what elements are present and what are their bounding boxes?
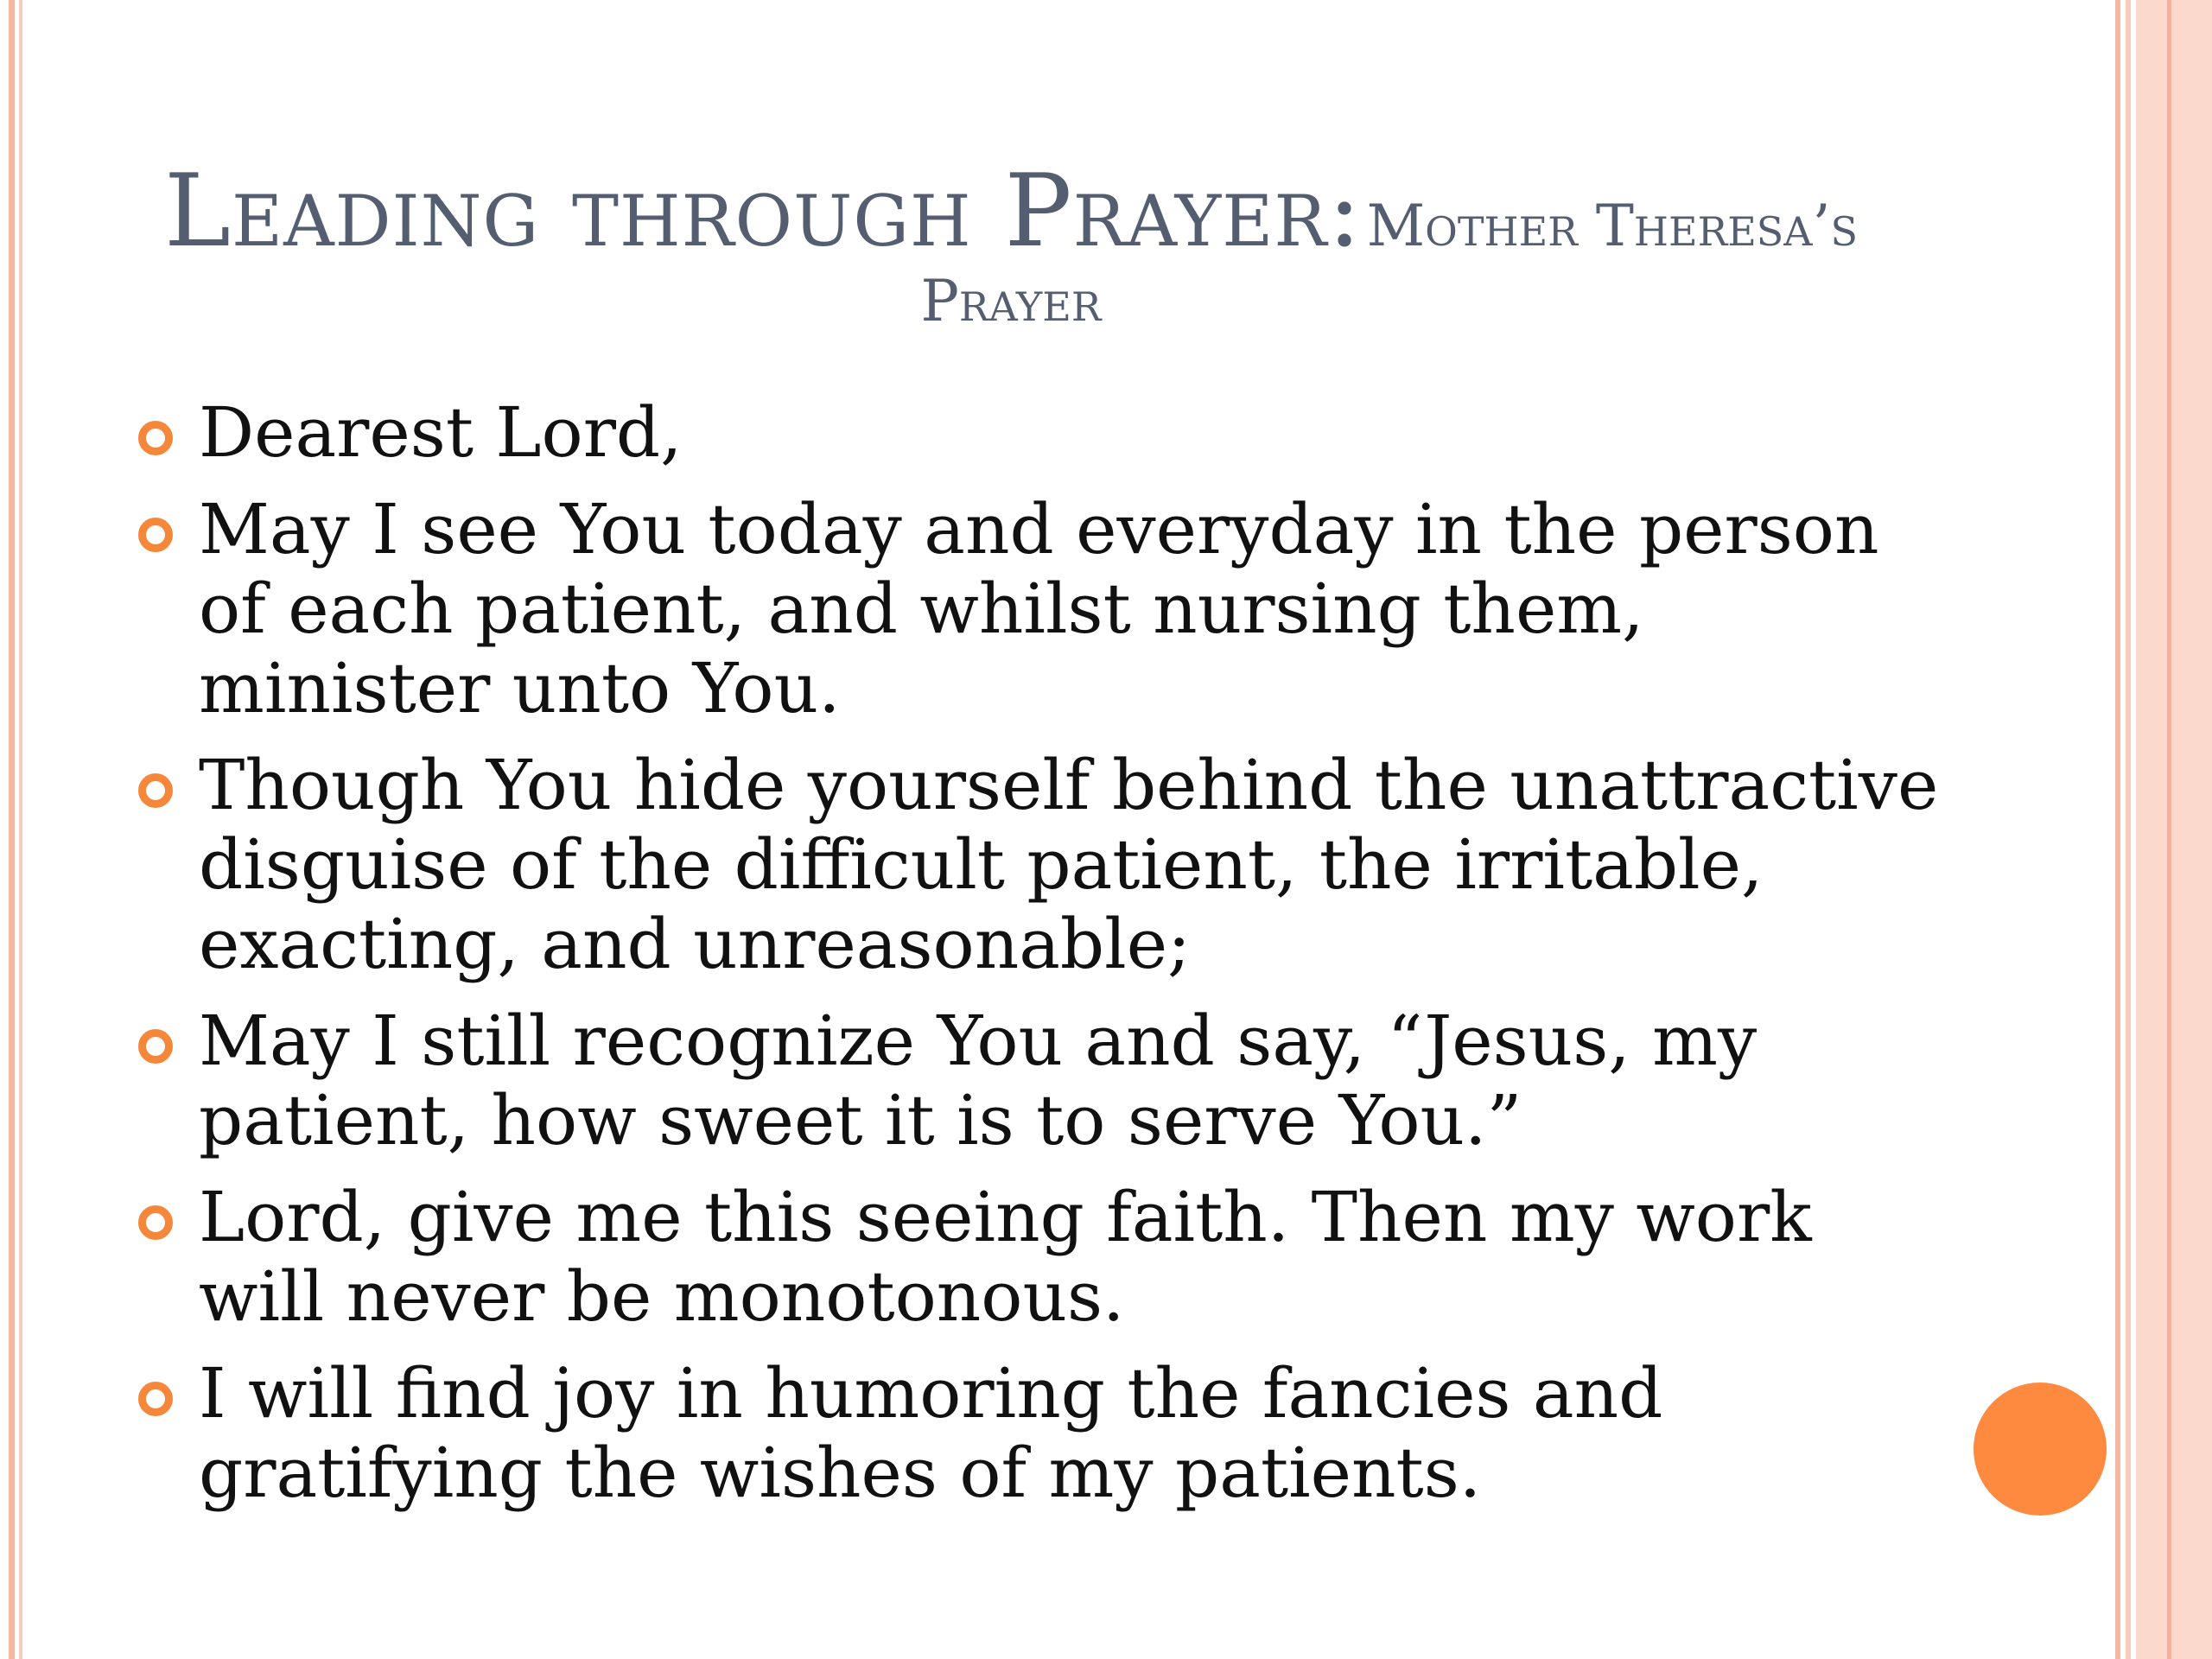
list-item xyxy=(137,393,1951,473)
list-item xyxy=(137,1178,1951,1337)
ring-bullet-icon xyxy=(138,1382,173,1416)
title-sub-part2: Prayer xyxy=(920,268,1102,335)
left-border-line xyxy=(9,0,15,1659)
bullet-text: May I see You today and everyday in the person of each patient, and whilst nursing them, minister unto You. xyxy=(199,489,1879,728)
right-border-line xyxy=(2115,0,2120,1659)
bullet-text: May I still recognize You and say, “Jesus, my patient, how sweet it is to serve You.” xyxy=(199,1001,1758,1160)
bullet-text: Lord, give me this seeing faith. Then my work will never be monotonous. xyxy=(199,1177,1812,1337)
ring-bullet-icon xyxy=(138,1029,173,1064)
title-sub-part1: Mother Theresa’s xyxy=(1366,193,1859,259)
bullet-list xyxy=(137,393,1951,1530)
list-item xyxy=(137,490,1951,728)
ring-bullet-icon xyxy=(138,518,173,552)
right-border-line-inner xyxy=(2126,0,2131,1659)
right-border-accent-line xyxy=(2167,0,2171,1659)
bullet-text: I will find joy in humoring the fancies and gratifying the wishes of my patients. xyxy=(199,1353,1663,1513)
ring-bullet-icon xyxy=(138,773,173,808)
right-border-band xyxy=(2136,0,2212,1659)
bullet-text: Dearest Lord, xyxy=(199,392,683,473)
orange-circle-icon xyxy=(1974,1382,2107,1516)
title-main: Leading through Prayer: xyxy=(163,153,1363,270)
ring-bullet-icon xyxy=(138,1205,173,1240)
bullet-text: Though You hide yourself behind the unattractive disguise of the difficult patient, the irritable, exacting, and unreasonable; xyxy=(199,745,1939,984)
ring-bullet-icon xyxy=(138,421,173,455)
list-item xyxy=(137,746,1951,984)
left-border-line-inner xyxy=(19,0,22,1659)
list-item xyxy=(137,1001,1951,1160)
list-item xyxy=(137,1354,1951,1513)
slide-title xyxy=(130,154,1892,334)
